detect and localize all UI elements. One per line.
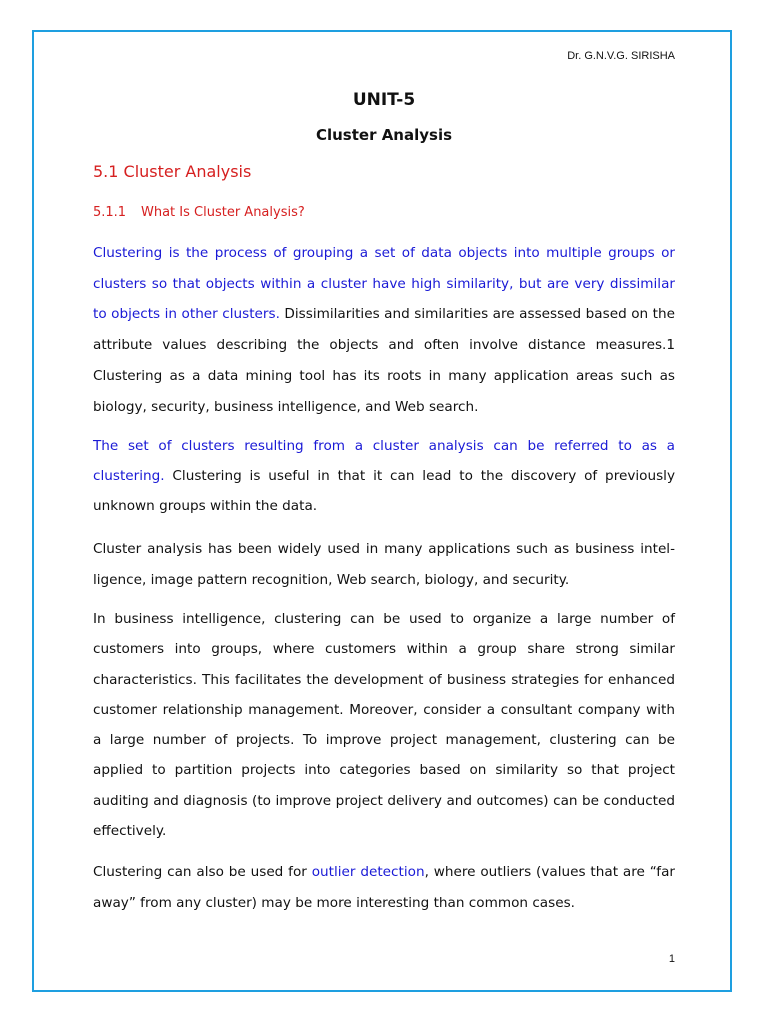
subsection-number: 5.1.1	[93, 205, 127, 220]
subsection-title: What Is Cluster Analysis?	[141, 205, 305, 220]
clustering-highlight: The set of clusters resulting from a cluster analysis can be referred to as a clustering.	[93, 438, 675, 484]
paragraph-business-intelligence: In business intelligence, clustering can be used to organize a large number of customers into groups, where customers within a group share strong similar characteristics. This facilitates the development of business strategies for enhanced customer relationship management. Moreover, consider a consultant company with a large number of projects. To improve project management, clustering can be applied to partition projects into categories based on similarity so that project auditing and diagnosis (to improve project delivery and outcomes) can be conducted effectively.	[93, 611, 675, 840]
subsection-heading	[93, 205, 305, 220]
paragraph-outlier	[93, 857, 675, 919]
paragraph-clustering	[93, 431, 675, 521]
paragraph-applications: Cluster analysis has been widely used in many applications such as business intel-ligence, image pattern recognition, Web search, biology, and security.	[93, 541, 675, 588]
document-subtitle: Cluster Analysis	[315, 126, 453, 144]
definition-highlight: Clustering is the process of grouping a set of data objects into multiple groups or clusters so that objects within a cluster have high similarity, but are very dissimilar to objects in other clusters.	[93, 245, 675, 323]
page-number: 1	[668, 953, 675, 965]
unit-title: UNIT-5	[352, 90, 416, 110]
outlier-text-rest: , where outliers (values that are “far away” from any cluster) may be more interesting than common cases.	[93, 864, 676, 911]
paragraph-definition	[93, 238, 675, 422]
definition-text: Dissimilarities and similarities are assessed based on the attribute values describing the objects and often involve distance measures.1 Clustering as a data mining tool has its roots in many application areas such as biology, security, business intelligence, and Web search.	[93, 306, 675, 415]
outlier-detection-link[interactable]: outlier detection	[311, 864, 425, 880]
clustering-text: Clustering is useful in that it can lead to the discovery of previously unknown groups within the data.	[93, 468, 675, 514]
outlier-text-start: Clustering can also be used for	[93, 864, 312, 880]
section-heading: 5.1 Cluster Analysis	[93, 162, 252, 181]
header-author: Dr. G.N.V.G. SIRISHA	[567, 50, 675, 62]
